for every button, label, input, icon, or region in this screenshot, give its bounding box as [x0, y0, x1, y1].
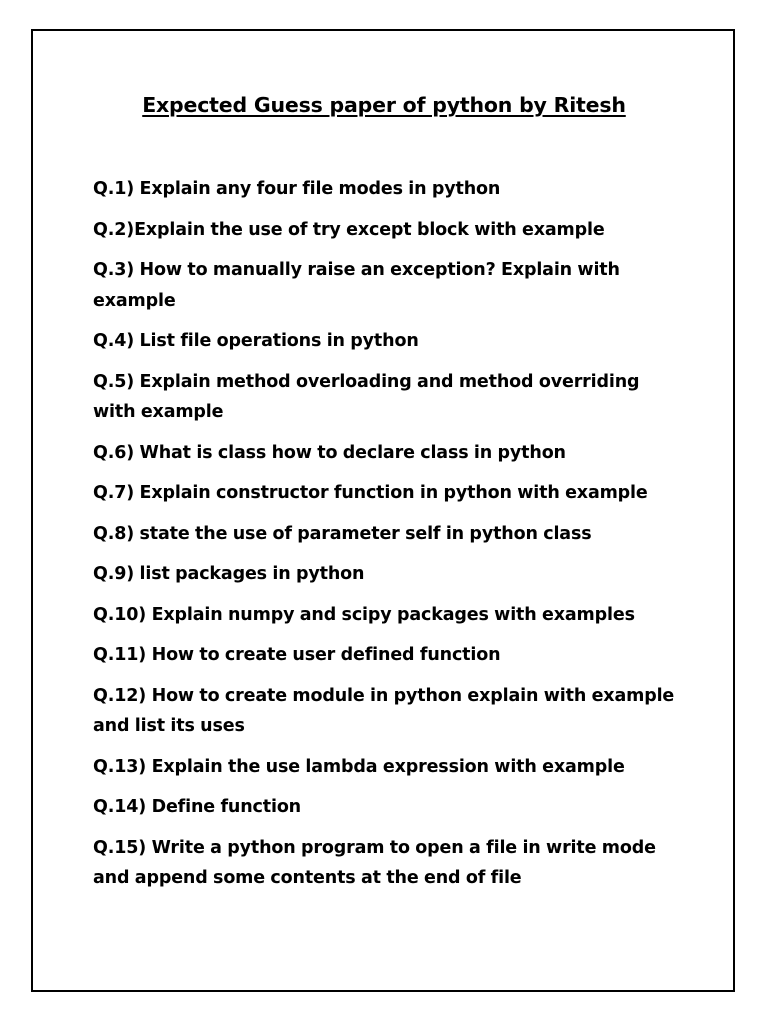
question-item: Q.14) Define function	[93, 797, 301, 817]
question-item: Q.7) Explain constructor function in python with example	[93, 483, 648, 503]
question-item: Q.15) Write a python program to open a file in write mode and append some contents at the end of file	[93, 837, 656, 888]
question-item: Q.8) state the use of parameter self in python class	[93, 523, 592, 544]
question-item: Q.13) Explain the use lambda expression with example	[93, 756, 625, 777]
question-item: Q.12) How to create module in python explain with example and list its uses	[93, 685, 675, 736]
document-title: Expected Guess paper of python by Ritesh	[142, 93, 626, 117]
question-item: Q.6) What is class how to declare class in python	[93, 442, 566, 463]
question-list	[93, 174, 678, 904]
question-item: Q.5) Explain method overloading and method overriding with example	[93, 371, 640, 422]
question-item: Q.4) List file operations in python	[93, 331, 419, 351]
question-item: Q.3) How to manually raise an exception? Explain with example	[93, 260, 620, 311]
question-item: Q.9) list packages in python	[93, 564, 365, 584]
question-item: Q.10) Explain numpy and scipy packages with examples	[93, 604, 635, 625]
question-item: Q.11) How to create user defined function	[93, 645, 501, 665]
question-item: Q.1) Explain any four file modes in python	[93, 179, 501, 199]
question-item: Q.2)Explain the use of try except block with example	[93, 219, 605, 240]
